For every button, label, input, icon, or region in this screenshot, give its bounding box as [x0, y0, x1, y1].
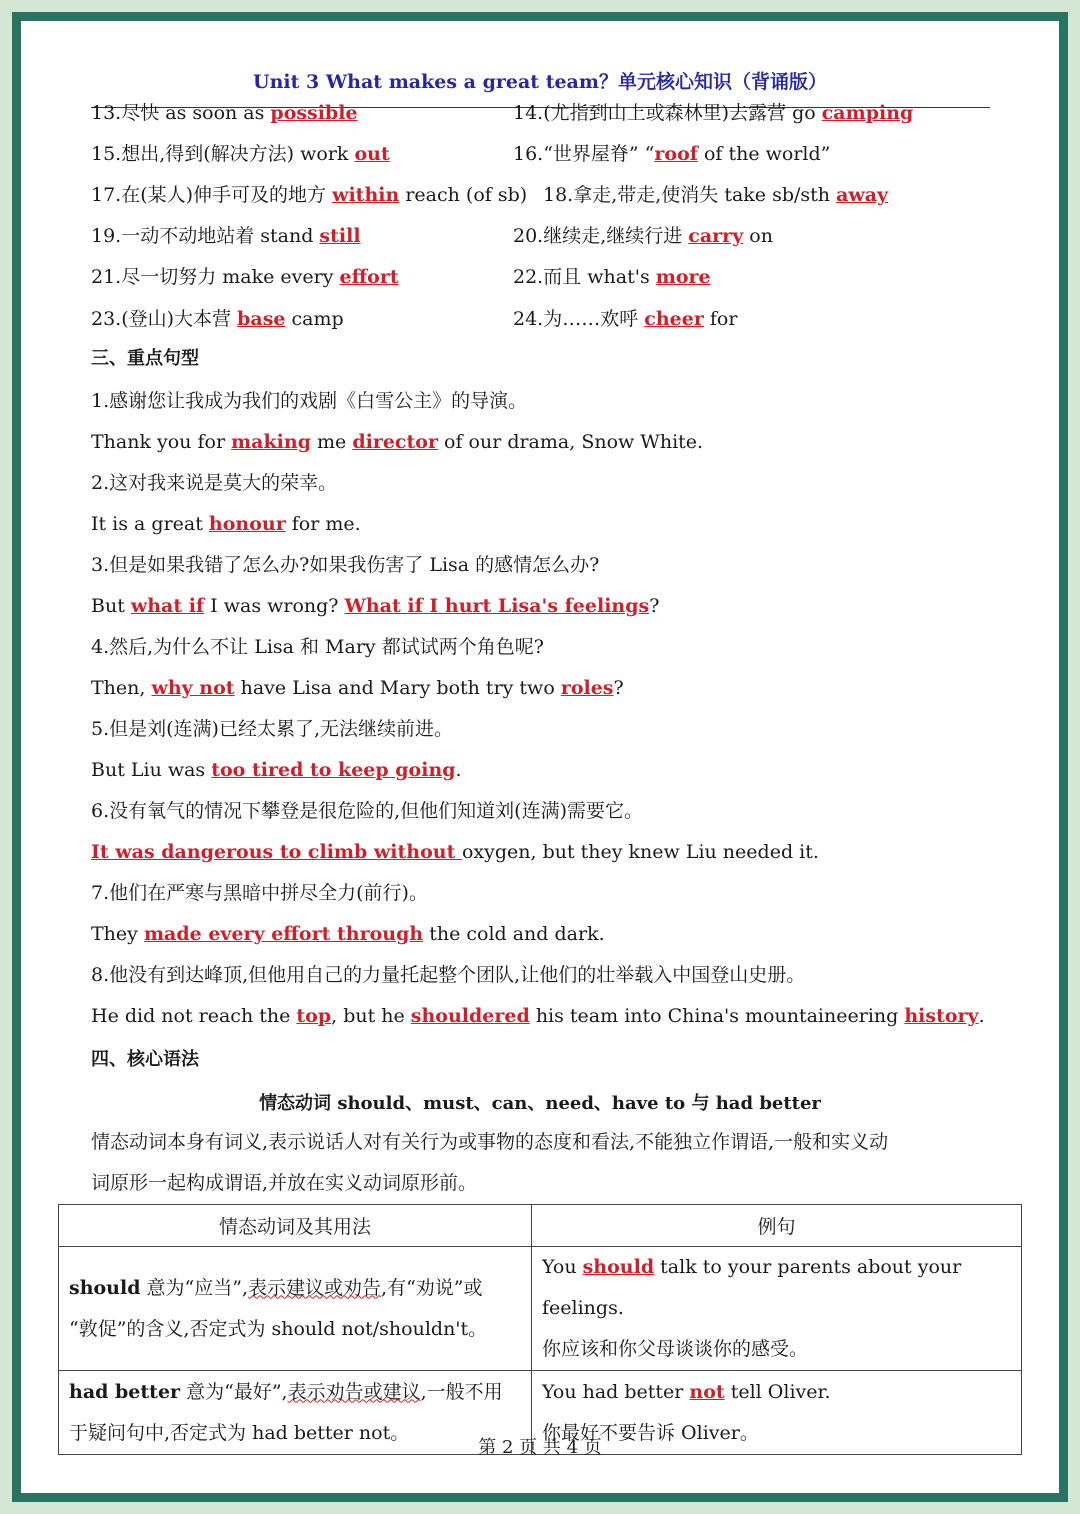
answer-blank: history: [904, 1005, 979, 1027]
sentence-text: ?: [649, 595, 660, 617]
sentence-english: [91, 430, 703, 454]
sentence-text: his team into China's mountaineering: [529, 1005, 905, 1027]
sentence-english: [91, 594, 659, 618]
sentence-chinese: 5.但是刘(连满)已经太累了,无法继续前进。: [91, 718, 453, 740]
phrase-21: 21.尽一切努力 make every effort: [91, 266, 399, 288]
example-cell: You had better not tell Oliver. 你最好不要告诉 Oliver。: [532, 1371, 1022, 1455]
grammar-title: 情态动词 should、must、can、need、have to 与 had better: [259, 1093, 821, 1114]
grammar-intro-line-1: 情态动词本身有词义,表示说话人对有关行为或事物的态度和看法,不能独立作谓语,一般和实义动: [91, 1131, 889, 1153]
phrase-19: 19.一动不动地站着 stand still: [91, 225, 361, 247]
sentence-chinese: 2.这对我来说是莫大的荣幸。: [91, 472, 338, 494]
answer-blank: why not: [151, 677, 235, 699]
example-cell: You should talk to your parents about your feelings. 你应该和你父母谈谈你的感受。: [532, 1247, 1022, 1371]
phrase-23: 23.(登山)大本营 base camp: [91, 308, 344, 330]
answer-blank: too tired to keep going: [211, 759, 456, 781]
sentence-english: [91, 1004, 985, 1028]
document-page: [21, 21, 1059, 1493]
sentence-english: [91, 758, 462, 782]
answer-blank: made every effort through: [143, 923, 424, 945]
phrase-15: 15.想出,得到(解决方法) work out: [91, 143, 390, 165]
sentence-chinese: 4.然后,为什么不让 Lisa 和 Mary 都试试两个角色呢?: [91, 636, 544, 658]
sentence-text: Thank you for: [91, 431, 232, 453]
sentence-text: It is a great: [91, 513, 209, 535]
sentence-text: of our drama, Snow White.: [437, 431, 704, 453]
document-title: Unit 3 What makes a great team？单元核心知识（背诵版）: [253, 71, 827, 93]
phrase-20: 20.继续走,继续行进 carry on: [513, 225, 773, 247]
sentence-text: for me.: [285, 513, 361, 535]
answer-blank: making: [231, 431, 311, 453]
sentence-chinese: 7.他们在严寒与黑暗中拼尽全力(前行)。: [91, 882, 428, 904]
answer-blank: What if I hurt Lisa's feelings: [344, 595, 650, 617]
sentence-chinese: 1.感谢您让我成为我们的戏剧《白雪公主》的导演。: [91, 390, 528, 412]
phrase-14: 14.(尤指到山上或森林里)去露营 go camping: [513, 102, 914, 124]
usage-cell: should 意为“应当”,表示建议或劝告,有“劝说”或 “敦促”的含义,否定式为 should not/shouldn't。: [59, 1247, 532, 1371]
sentence-text: have Lisa and Mary both try two: [234, 677, 561, 699]
sentence-chinese: 6.没有氧气的情况下攀登是很危险的,但他们知道刘(连满)需要它。: [91, 800, 643, 822]
phrase-17: 17.在(某人)伸手可及的地方 within reach (of sb): [91, 184, 528, 206]
answer-blank: director: [352, 431, 438, 453]
phrase-24: 24.为……欢呼 cheer for: [513, 308, 738, 330]
grammar-intro-line-2: 词原形一起构成谓语,并放在实义动词原形前。: [91, 1172, 478, 1194]
usage-cell: had better 意为“最好”,表示劝告或建议,一般不用 于疑问句中,否定式为 had better not。: [59, 1371, 532, 1455]
modal-verb-table: [58, 1204, 1022, 1455]
phrase-18: 18.拿走,带走,使消失 take sb/sth away: [543, 184, 889, 206]
phrase-13: 13.尽快 as soon as possible: [91, 102, 358, 124]
sentence-text: He did not reach the: [91, 1005, 297, 1027]
table-header-row: [59, 1205, 1022, 1247]
sentence-english: [91, 922, 605, 946]
answer-blank: what if: [130, 595, 205, 617]
sentence-text: me: [310, 431, 353, 453]
sentence-text: , but he: [331, 1005, 411, 1027]
sentence-text: .: [455, 759, 462, 781]
column-header-usage: 情态动词及其用法: [59, 1205, 532, 1247]
answer-blank: top: [296, 1005, 332, 1027]
sentence-text: .: [978, 1005, 985, 1027]
answer-blank: It was dangerous to climb without: [91, 841, 462, 863]
sentence-english: [91, 840, 819, 864]
phrase-22: 22.而且 what's more: [513, 266, 711, 288]
sentence-english: [91, 512, 361, 536]
sentence-text: But: [91, 595, 131, 617]
answer-blank: roles: [560, 677, 614, 699]
sentence-english: [91, 676, 624, 700]
section-heading-sentences: 三、重点句型: [91, 348, 199, 369]
answer-blank: shouldered: [410, 1005, 530, 1027]
section-heading-grammar: 四、核心语法: [91, 1049, 199, 1070]
answer-blank: honour: [208, 513, 286, 535]
column-header-example: 例句: [532, 1205, 1022, 1247]
page-number: 第 2 页 共 4 页: [478, 1437, 602, 1458]
sentence-text: the cold and dark.: [423, 923, 605, 945]
sentence-text: ?: [613, 677, 624, 699]
sentence-text: They: [91, 923, 144, 945]
sentence-text: But Liu was: [91, 759, 212, 781]
sentence-text: oxygen, but they knew Liu needed it.: [461, 841, 819, 863]
sentence-chinese: 8.他没有到达峰顶,但他用自己的力量托起整个团队,让他们的壮举载入中国登山史册。: [91, 964, 806, 986]
table-row: [59, 1247, 1022, 1371]
sentence-text: Then,: [91, 677, 152, 699]
sentence-text: I was wrong?: [204, 595, 345, 617]
sentence-chinese: 3.但是如果我错了怎么办?如果我伤害了 Lisa 的感情怎么办?: [91, 554, 600, 576]
phrase-16: 16.“世界屋脊” “roof of the world”: [513, 143, 831, 165]
